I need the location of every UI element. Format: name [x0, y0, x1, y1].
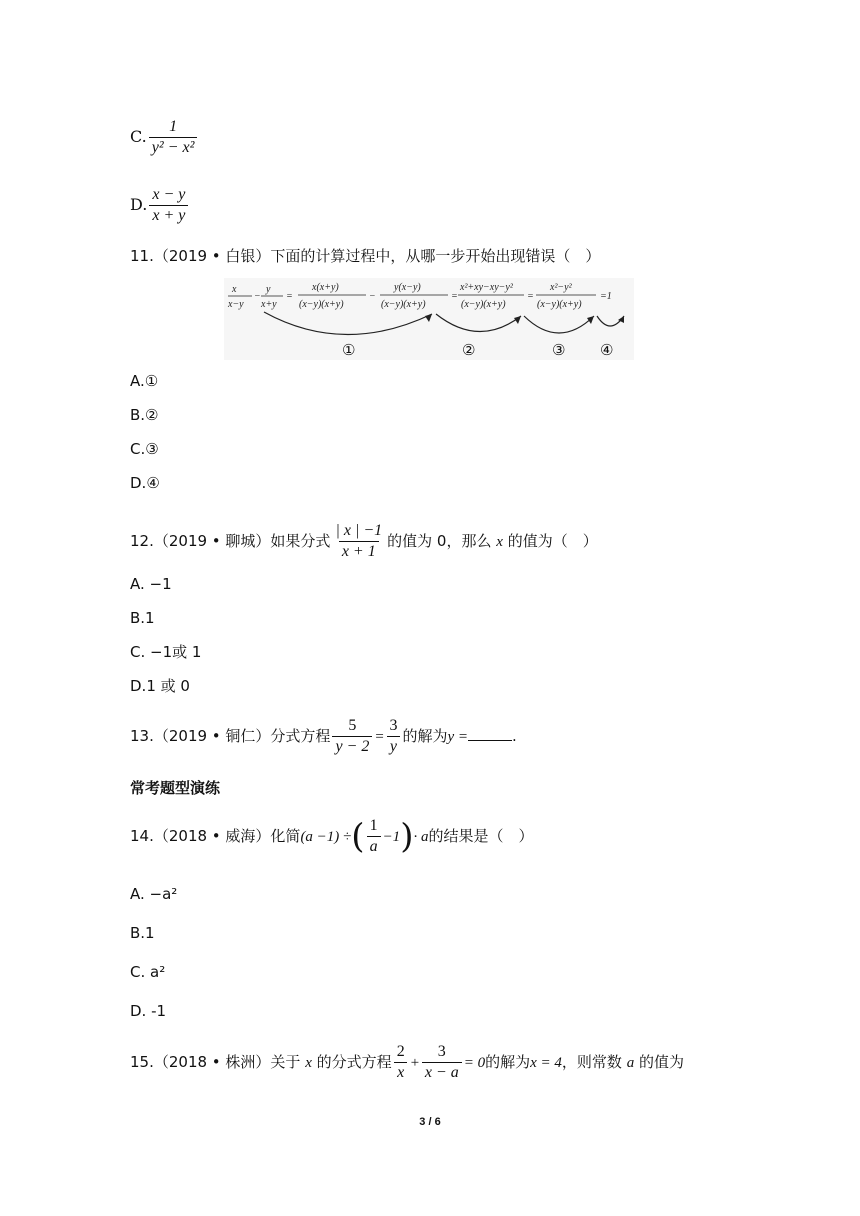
svg-text:y: y	[266, 284, 271, 295]
option-a: A.①	[130, 372, 159, 390]
svg-text:=: =	[286, 291, 293, 302]
fraction: $\frac{x - y}{x + y}$	[149, 186, 188, 225]
svg-text:y(x−y): y(x−y)	[394, 282, 421, 293]
svg-text:=: =	[527, 291, 534, 302]
answer-blank	[468, 726, 512, 741]
option-a: A. −a²	[130, 885, 178, 903]
svg-text:=1: =1	[600, 291, 612, 302]
svg-text:x: x	[232, 284, 237, 295]
section-title: 常考题型演练	[130, 779, 221, 797]
option-d: D.④	[130, 474, 160, 492]
svg-text:x(x+y): x(x+y)	[312, 282, 339, 293]
svg-text:x²+xy−xy−y²: x²+xy−xy−y²	[460, 282, 513, 293]
question-14: 14.（2018 • 威海）化简(a −1) ÷( $\frac{1}{a}$ −1)· a的结果是（ ）	[130, 816, 534, 857]
step-marker: ③	[552, 341, 566, 359]
step-marker: ①	[342, 341, 356, 359]
option-a: A. −1	[130, 575, 172, 593]
question-12: 12.（2019 • 聊城）如果分式 $\frac{| x | -1}{x + 1}$ 的值为 0，那么 x 的值为（ ）	[130, 522, 598, 560]
page-number: 3 / 6	[419, 1116, 441, 1128]
svg-text:−: −	[369, 291, 376, 302]
option-d: D. $\frac{x - y}{x + y}$	[130, 186, 190, 225]
svg-text:(x−y)(x+y): (x−y)(x+y)	[537, 299, 582, 310]
fraction: $\frac{3}{x - a}$	[422, 1043, 462, 1082]
fraction: $\frac{2}{x}$	[394, 1043, 408, 1082]
svg-text:=: =	[451, 291, 458, 302]
option-c: C.③	[130, 440, 159, 458]
step-marker: ④	[600, 341, 614, 359]
fraction: $\frac{1}{a}$	[367, 817, 381, 856]
svg-text:−: −	[254, 291, 261, 302]
option-b: B.1	[130, 924, 155, 942]
option-c: C. $\frac{1}{\text{y² − x²}}$	[130, 118, 199, 157]
fraction: $\frac{1}{\text{y² − x²}}$	[149, 118, 198, 157]
svg-text:(x−y)(x+y): (x−y)(x+y)	[461, 299, 506, 310]
svg-text:(x−y)(x+y): (x−y)(x+y)	[381, 299, 426, 310]
option-b: B.1	[130, 609, 155, 627]
svg-text:(x−y)(x+y): (x−y)(x+y)	[299, 299, 344, 310]
fraction: $\frac{3}{y}$	[386, 717, 400, 756]
question-13: 13.（2019 • 铜仁）分式方程 $\frac{5}{y - 2}$ = $\frac{3}{y}$ 的解为y = .	[130, 717, 517, 755]
option-c: C. −1或 1	[130, 643, 202, 661]
calculation-diagram	[224, 278, 634, 360]
option-c: C. a²	[130, 963, 166, 981]
question-15: 15.（2018 • 株洲）关于 x 的分式方程 $\frac{2}{x}$ + $\frac{3}{x - a}$ = 0的解为x = 4，则常数 a 的值为	[130, 1043, 684, 1081]
option-b: B.②	[130, 406, 159, 424]
svg-text:x²−y²: x²−y²	[550, 282, 572, 293]
svg-text:x−y: x−y	[228, 299, 244, 310]
fraction: $\frac{5}{y - 2}$	[332, 717, 372, 756]
question-11: 11.（2019 • 白银）下面的计算过程中，从哪一步开始出现错误（ ）	[130, 247, 601, 265]
option-d: D.1 或 0	[130, 677, 190, 695]
step-marker: ②	[462, 341, 476, 359]
option-d: D. -1	[130, 1002, 167, 1020]
svg-text:x+y: x+y	[261, 299, 277, 310]
fraction: $\frac{| x | -1}{x + 1}$	[335, 522, 383, 560]
